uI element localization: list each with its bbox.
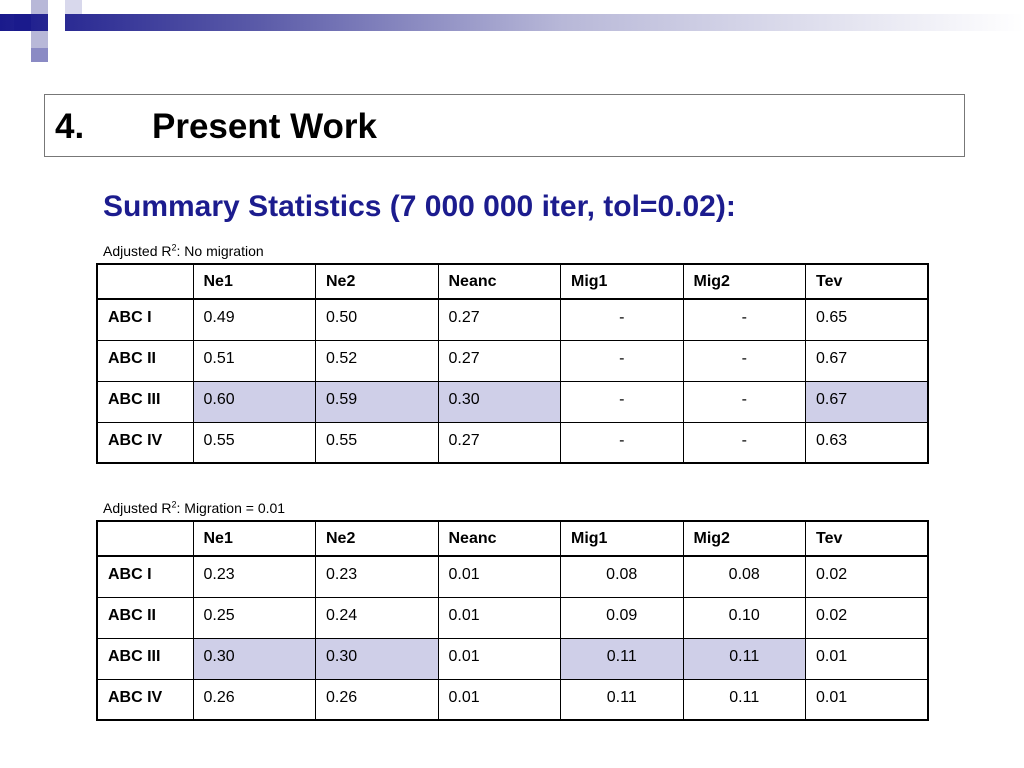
table-cell-highlighted: 0.30 [193, 638, 316, 679]
table-cell: - [561, 340, 684, 381]
table-cell: - [561, 422, 684, 463]
table-cell: 0.09 [561, 597, 684, 638]
table-caption [103, 500, 285, 516]
stats-table-no-migration [96, 263, 929, 464]
table-cell-highlighted: 0.11 [561, 638, 684, 679]
table-header-row [97, 264, 928, 299]
table-cell: - [561, 381, 684, 422]
table-cell: 0.49 [193, 299, 316, 340]
caption-text: Adjusted R [103, 500, 172, 516]
header-cell [97, 521, 193, 556]
header-cell: Ne2 [316, 521, 439, 556]
table-cell: - [683, 381, 806, 422]
table-cell: 0.63 [806, 422, 929, 463]
table-cell-highlighted: 0.11 [683, 638, 806, 679]
table-cell: 0.01 [438, 638, 561, 679]
header-cell: Tev [806, 521, 929, 556]
table-cell-highlighted: 0.30 [438, 381, 561, 422]
table-cell: 0.27 [438, 299, 561, 340]
table-cell: 0.27 [438, 422, 561, 463]
decor-square [48, 31, 65, 48]
table-cell: 0.50 [316, 299, 439, 340]
slide-number: 4. [55, 107, 85, 146]
table-cell: 0.01 [806, 638, 929, 679]
slide-title-box [44, 94, 965, 157]
decor-square [31, 0, 48, 14]
row-label: ABC I [97, 556, 193, 597]
table-cell: 0.08 [561, 556, 684, 597]
table-cell: 0.51 [193, 340, 316, 381]
table-cell: 0.02 [806, 556, 929, 597]
table-cell: 0.65 [806, 299, 929, 340]
decor-square [14, 14, 31, 31]
header-cell: Mig1 [561, 521, 684, 556]
header-cell: Mig1 [561, 264, 684, 299]
table-row [97, 422, 928, 463]
table-row [97, 556, 928, 597]
row-label: ABC III [97, 638, 193, 679]
row-label: ABC III [97, 381, 193, 422]
slide-title: Present Work [152, 107, 377, 146]
decor-square [48, 14, 65, 31]
table-cell: 0.25 [193, 597, 316, 638]
table-cell: 0.01 [438, 597, 561, 638]
table-row [97, 340, 928, 381]
header-cell: Tev [806, 264, 929, 299]
header-decoration [0, 0, 1024, 70]
table-cell: 0.01 [438, 679, 561, 720]
table-cell: - [683, 340, 806, 381]
header-cell: Ne2 [316, 264, 439, 299]
table-cell: - [561, 299, 684, 340]
table-cell: 0.01 [806, 679, 929, 720]
decor-square [31, 31, 48, 48]
table-cell: 0.27 [438, 340, 561, 381]
table-cell: 0.67 [806, 340, 929, 381]
table-cell: 0.55 [193, 422, 316, 463]
header-cell: Ne1 [193, 521, 316, 556]
header-cell: Neanc [438, 264, 561, 299]
table-header-row [97, 521, 928, 556]
stats-table-migration [96, 520, 929, 721]
header-cell: Ne1 [193, 264, 316, 299]
table-row [97, 597, 928, 638]
row-label: ABC II [97, 597, 193, 638]
table-cell-highlighted: 0.59 [316, 381, 439, 422]
header-cell: Mig2 [683, 264, 806, 299]
table-cell-highlighted: 0.30 [316, 638, 439, 679]
table-cell: - [683, 422, 806, 463]
caption-text: : No migration [176, 243, 264, 259]
decor-square [65, 0, 82, 14]
caption-superscript: 2 [171, 499, 177, 510]
table-row [97, 299, 928, 340]
table-cell: 0.10 [683, 597, 806, 638]
table-cell: 0.52 [316, 340, 439, 381]
table-cell: 0.02 [806, 597, 929, 638]
header-cell [97, 264, 193, 299]
table-cell: 0.26 [193, 679, 316, 720]
row-label: ABC I [97, 299, 193, 340]
table-cell: 0.08 [683, 556, 806, 597]
table-cell: 0.23 [193, 556, 316, 597]
header-cell: Neanc [438, 521, 561, 556]
decor-square [31, 48, 48, 62]
header-gradient-band [0, 14, 1024, 31]
header-cell: Mig2 [683, 521, 806, 556]
slide-subtitle: Summary Statistics (7 000 000 iter, tol=0.02): [103, 190, 736, 223]
caption-text: Adjusted R [103, 243, 172, 259]
table-row [97, 679, 928, 720]
row-label: ABC IV [97, 422, 193, 463]
caption-superscript: 2 [171, 242, 177, 253]
table-row [97, 381, 928, 422]
table-cell-highlighted: 0.60 [193, 381, 316, 422]
table-cell: 0.23 [316, 556, 439, 597]
table-cell: 0.55 [316, 422, 439, 463]
caption-text: : Migration = 0.01 [176, 500, 286, 516]
table-cell: - [683, 299, 806, 340]
table-row [97, 638, 928, 679]
table-cell: 0.11 [683, 679, 806, 720]
table-cell-highlighted: 0.67 [806, 381, 929, 422]
row-label: ABC IV [97, 679, 193, 720]
table-cell: 0.11 [561, 679, 684, 720]
table-cell: 0.24 [316, 597, 439, 638]
table-caption [103, 243, 264, 259]
table-cell: 0.26 [316, 679, 439, 720]
table-cell: 0.01 [438, 556, 561, 597]
row-label: ABC II [97, 340, 193, 381]
